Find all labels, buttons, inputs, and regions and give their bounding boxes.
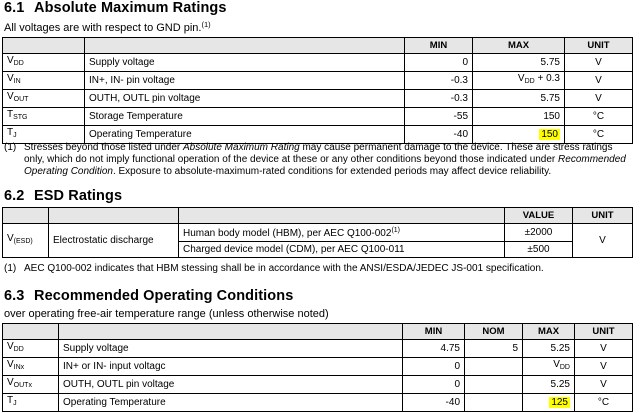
footnote-mark: (1) [4,263,17,274]
parameter-cell: Storage Temperature [85,108,405,126]
header-unit: UNIT [565,38,633,54]
roc-intro: over operating free-air temperature range (unless otherwise noted) [4,308,329,320]
max-cell [473,126,565,144]
header-blank [49,208,179,224]
table-row [3,54,633,72]
table-row [3,340,633,358]
table-row [3,126,633,144]
section-title: Recommended Operating Conditions [34,288,294,304]
symbol-cell: $V_{INx}$ [3,358,59,376]
highlighted-value: 150 [541,128,558,140]
section-number: 6.1 [4,0,25,16]
value-cell: ±2000 [505,224,573,242]
header-blank [59,324,403,340]
min-cell: 4.75 [403,340,465,358]
section-heading-esd [4,188,122,204]
table-row [3,358,633,376]
min-cell: 0 [405,54,473,72]
symbol-cell: $T_J$ [3,126,85,144]
header-min: MIN [405,38,473,54]
header-blank [3,208,49,224]
unit-cell: °C [565,126,633,144]
table-row [3,394,633,412]
header-value: VALUE [505,208,573,224]
parameter-cell: Supply voltage [59,340,403,358]
unit-cell: V [575,376,633,394]
parameter-cell: OUTH, OUTL pin voltage [85,90,405,108]
max-cell [523,394,575,412]
header-max: MAX [523,324,575,340]
header-unit: UNIT [573,208,633,224]
section-number: 6.3 [4,288,25,304]
parameter-cell: Electrostatic discharge [49,224,179,258]
unit-cell: V [565,72,633,90]
header-blank [179,208,505,224]
table-row [3,72,633,90]
max-cell: 5.25 [523,340,575,358]
section-heading-abs-max [4,0,227,16]
header-min: MIN [403,324,465,340]
section-number: 6.2 [4,188,25,204]
footnote-mark: (1) [4,142,17,153]
max-cell: 5.75 [473,54,565,72]
highlighted-value: 125 [551,396,568,408]
unit-cell: °C [575,394,633,412]
unit-cell: °C [565,108,633,126]
symbol-cell: $T_J$ [3,394,59,412]
header-unit: UNIT [575,324,633,340]
table-row [3,90,633,108]
model-cell: Human body model (HBM), per AEC Q100-002$^{(1)}$ [179,224,505,242]
unit-cell: V [573,224,633,258]
symbol-cell: $V_{OUT}$ [3,90,85,108]
model-cell: Charged device model (CDM), per AEC Q100-011 [179,242,505,258]
max-cell: $V_{DD} + 0.3$ [473,72,565,90]
nom-cell [465,376,523,394]
section-heading-roc [4,288,293,304]
min-cell: -0.3 [405,90,473,108]
section-title: ESD Ratings [34,188,123,204]
value-cell: ±500 [505,242,573,258]
header-max: MAX [473,38,565,54]
table-header-row [3,208,633,224]
nom-cell [465,358,523,376]
unit-cell: V [575,340,633,358]
min-cell: -40 [403,394,465,412]
min-cell: -40 [405,126,473,144]
parameter-cell: Supply voltage [85,54,405,72]
min-cell: -0.3 [405,72,473,90]
roc-table [2,323,633,412]
parameter-cell: IN+, IN- pin voltage [85,72,405,90]
parameter-cell: Operating Temperature [59,394,403,412]
symbol-cell: $T_{STG}$ [3,108,85,126]
header-blank [3,38,85,54]
abs-max-table [2,37,633,144]
esd-footnote: (1) AEC Q100-002 indicates that HBM stessing shall be in accordance with the ANSI/ESDA/JEDEC JS-001 specification. [4,263,544,274]
header-blank [85,38,405,54]
table-header-row [3,324,633,340]
symbol-cell: $V_{(ESD)}$ [3,224,49,258]
parameter-cell: OUTH, OUTL pin voltage [59,376,403,394]
symbol-cell: $V_{DD}$ [3,54,85,72]
max-cell: 5.25 [523,376,575,394]
table-row [3,376,633,394]
footnote-ref: (1) [201,20,211,29]
min-cell: 0 [403,358,465,376]
esd-table [2,207,633,258]
min-cell: 0 [403,376,465,394]
nom-cell: 5 [465,340,523,358]
unit-cell: V [565,90,633,108]
table-row [3,224,633,242]
table-row [3,108,633,126]
min-cell: -55 [405,108,473,126]
nom-cell [465,394,523,412]
max-cell: 150 [473,108,565,126]
parameter-cell: IN+ or IN- input voltagc [59,358,403,376]
unit-cell: V [565,54,633,72]
symbol-cell: $V_{IN}$ [3,72,85,90]
max-cell: 5.75 [473,90,565,108]
abs-max-footnote: (1) Stresses beyond those listed under Absolute Maximum Rating may cause permanent damage to the device. These are stress ratings only, which do not imply functional operation of the device at these or any other conditions beyond those indicated under Recommended Operating Condition. Exposure to absolute-maximum-rated conditions for extended periods may affect device reliability. [4,142,626,177]
symbol-cell: $V_{OUTx}$ [3,376,59,394]
parameter-cell: Operating Temperature [85,126,405,144]
symbol-cell: $V_{DD}$ [3,340,59,358]
max-cell: $V_{DD}$ [523,358,575,376]
abs-max-intro: All voltages are with respect to GND pin.$^{(1)}$ [4,20,211,34]
unit-cell: V [575,358,633,376]
header-nom: NOM [465,324,523,340]
section-title: Absolute Maximum Ratings [34,0,227,16]
header-blank [3,324,59,340]
table-header-row [3,38,633,54]
